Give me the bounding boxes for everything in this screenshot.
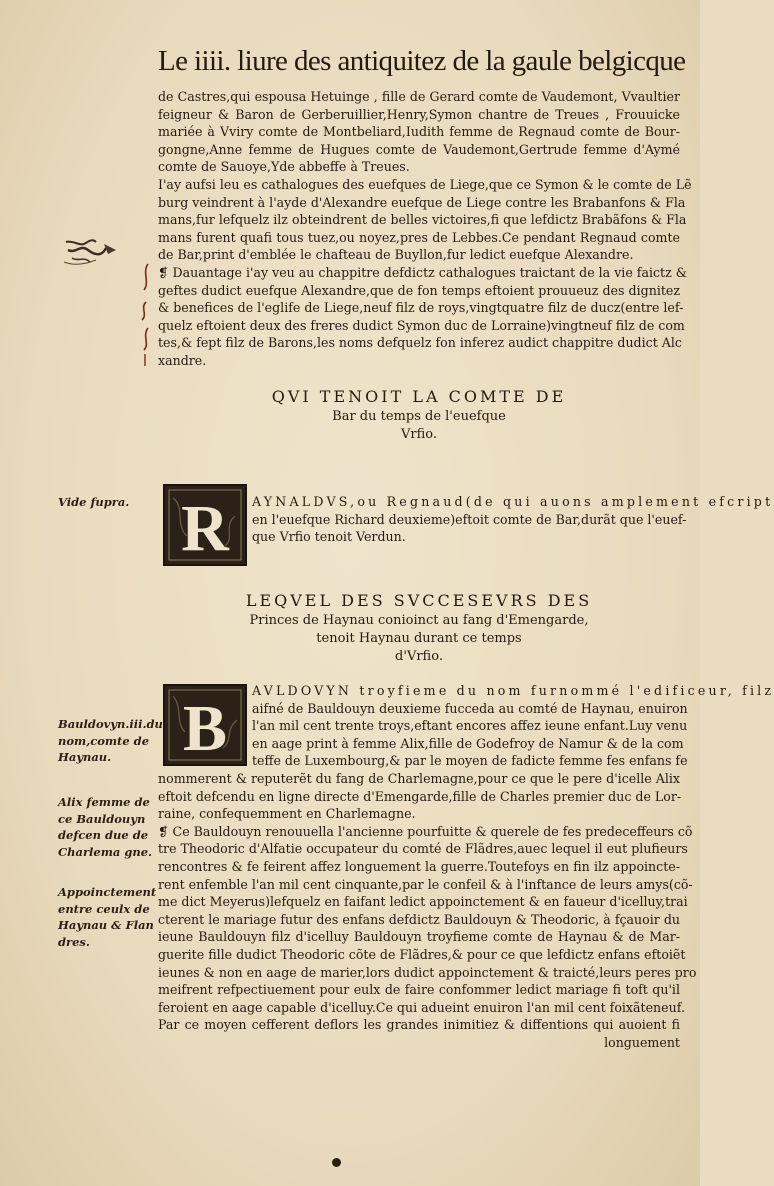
- text-line: ieune Bauldouyn filz d'icelluy Bauldouyn troyfieme comte de Haynau & de Mar-: [158, 929, 680, 945]
- text-line: cterent le mariage futur des enfans defdictz Bauldouyn & Theodoric, à fçauoir du: [158, 911, 680, 927]
- text-line: gongne,Anne femme de Hugues comte de Vaudemont,Gertrude femme d'Aymé: [158, 141, 680, 157]
- heading-line: Bar du temps de l'euefque: [332, 409, 506, 424]
- text-line: feroient en aage capable d'icelluy.Ce qui adueint enuiron l'an mil cent foixãteneuf.: [158, 999, 685, 1015]
- text-line: aifné de Bauldouyn deuxieme fucceda au comté de Haynau, enuiron: [252, 700, 688, 716]
- initial-letter: B: [182, 692, 228, 765]
- text-line: & benefices de l'eglife de Liege,neuf filz de roys,vingtquatre filz de ducz(entre lef-: [158, 300, 684, 316]
- margin-note-bauldouyn: Bauldovyn.iii.du nom,comte de Haynau.: [58, 717, 163, 764]
- text-line: comte de Sauoye,Yde abbeffe à Treues.: [158, 159, 410, 175]
- text-line: rent enfemble l'an mil cent cinquante,par le confeil & à l'inftance de leurs amys(cõ-: [158, 876, 693, 892]
- text-line: burg veindrent à l'ayde d'Alexandre euefque de Liege contre les Brabanfons & Fla: [158, 194, 686, 210]
- text-line: tes,& fept filz de Barons,les noms defquelz fon inferez audict chappitre dudict Alc: [158, 335, 682, 351]
- text-line: que Vrfio tenoit Verdun.: [252, 529, 406, 545]
- text-line: ❡ Dauantage i'ay veu au chappitre defdictz cathalogues traictant de la vie faictz &: [158, 264, 687, 280]
- text-line: mans furent quafi tous tuez,ou noyez,pres de Lebbes.Ce pendant Regnaud comte: [158, 229, 680, 245]
- section-heading-1: [158, 386, 680, 444]
- text-line: geftes dudict euefque Alexandre,que de fon temps eftoient prouueuz des dignitez: [158, 282, 680, 298]
- heading-line: Vrfio.: [400, 427, 437, 442]
- text-line: de Bar,print d'emblée le chafteau de Buyllon,fur ledict euefque Alexandre.: [158, 247, 634, 263]
- text-line: l'an mil cent trente troys,eftant encores affez ieune enfant.Luy venu: [252, 718, 688, 734]
- margin-note-appoinctement: Appoinctement entre ceulx de Haynau & Flan dres.: [58, 885, 157, 949]
- initial-r-icon: [163, 484, 247, 566]
- text-line: quelz eftoient deux des freres dudict Symon duc de Lorraine)vingtneuf filz de com: [158, 317, 685, 333]
- marginal-sketch-icon: [62, 232, 126, 276]
- margin-note-alix: Alix femme de ce Bauldouyn defcen due de Charlema gne.: [58, 795, 153, 859]
- text-line: de Castres,qui espousa Hetuinge , fille de Gerard comte de Vaudemont, Vvaultier: [158, 89, 680, 104]
- text-line: en l'euefque Richard deuxieme)eftoit comte de Bar,durãt que l'euef-: [252, 511, 687, 527]
- paragraph-3-indented: [252, 682, 774, 770]
- text-line: Par ce moyen cefferent deflors les grandes inimitiez & diffentions qui auoient fi: [158, 1017, 680, 1033]
- heading-line: QVI TENOIT LA COMTE DE: [271, 387, 567, 406]
- text-line: me dict Meyerus)lefquelz en faifant ledict appoinctement & en faueur d'icelluy,trai: [158, 894, 688, 910]
- text-line: nommerent & reputerẽt du fang de Charlemagne,pour ce que le pere d'icelle Alix: [158, 771, 680, 786]
- paragraph-2: [252, 493, 774, 546]
- page-ornament-dot: [332, 1158, 341, 1167]
- heading-line: Princes de Haynau conioinct au fang d'Emengarde,: [249, 613, 589, 628]
- text-line: feigneur & Baron de Gerberuillier,Henry,Symon chantre de Treues , Frouuicke: [158, 106, 680, 122]
- text-line: AYNALDVS,ou Regnaud(de qui auons amplement efcript: [252, 494, 774, 509]
- running-header: Le iiii. liure des antiquitez de la gaule belgicque: [158, 45, 686, 77]
- text-line: meifrent refpectiuement pour eulx de faire confommer ledict mariage fi toft qu'il: [158, 982, 680, 998]
- text-line: raine, confequemment en Charlemagne.: [158, 806, 416, 822]
- paragraph-3: [158, 770, 697, 1052]
- text-line: ieunes & non en aage de marier,lors dudict appoinctement & traicté,leurs peres pro: [158, 964, 697, 980]
- text-line: xandre.: [158, 352, 207, 368]
- text-line: I'ay aufsi leu es cathalogues des euefques de Liege,que ce Symon & le comte de Lẽ: [158, 176, 692, 192]
- text-line: mans,fur lefquelz ilz obteindrent de belles victoires,fi que lefdictz Brabãfons & Fla: [158, 212, 687, 228]
- text-line: eftoit defcendu en ligne directe d'Emengarde,fille de Charles premier duc de Lor-: [158, 788, 682, 804]
- text-line: mariée à Vviry comte de Montbeliard,Iudith femme de Regnaud comte de Bour-: [158, 124, 680, 140]
- marginal-bracket-marks-icon: [136, 262, 156, 370]
- text-line: en aage print à femme Alix,fille de Godefroy de Namur & de la com: [252, 735, 684, 751]
- initial-b-icon: [163, 684, 247, 766]
- text-line: tre Theodoric d'Alfatie occupateur du comté de Flãdres,auec lequel il eut plufieurs: [158, 841, 688, 857]
- initial-letter: R: [181, 492, 229, 565]
- text-block-1: [158, 88, 692, 370]
- text-line: AVLDOVYN troyfieme du nom furnommé l'edificeur, filz: [252, 683, 774, 698]
- text-line: ❡ Ce Bauldouyn renouuella l'ancienne pourfuitte & querele de fes predeceffeurs cõ: [158, 823, 693, 839]
- text-line: rencontres & fe feirent affez longuement la guerre.Toutefoys en fin ilz appoincte-: [158, 858, 680, 874]
- heading-line: tenoit Haynau durant ce temps: [316, 631, 522, 646]
- section-heading-2: [158, 590, 680, 666]
- heading-line: LEQVEL DES SVCCESEVRS DES: [245, 591, 593, 610]
- heading-line: d'Vrfio.: [395, 649, 443, 664]
- catchword: longuement: [604, 1034, 680, 1050]
- text-line: teffe de Luxembourg,& par le moyen de fadicte femme fes enfans fe: [252, 753, 688, 769]
- text-line: guerite fille dudict Theodoric cõte de Flãdres,& pour ce que lefdictz enfans eftoiẽt: [158, 946, 686, 962]
- margin-note-vide: Vide fupra.: [58, 495, 130, 509]
